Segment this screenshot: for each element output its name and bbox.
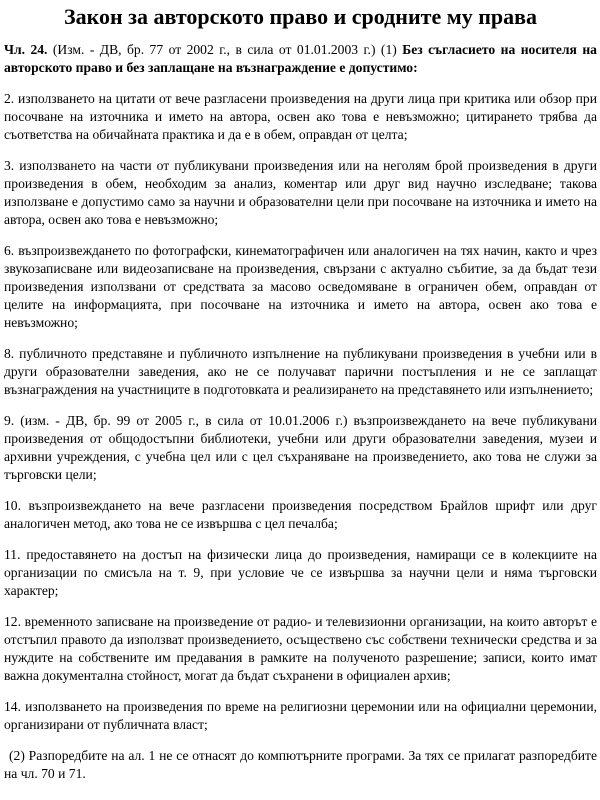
- law-item-6: 6. възпроизвеждането по фотографски, кинематографичен или аналогичен на тях начин, както и чрез звукозаписване или видеозаписване на произведения, свързани с актуално събитие, за да бъдат тези произведения използвани от средствата за масово осведомяване в ограничен обем, оправдан от целите на информацията, при посочване на източника и името на автора, освен ако това е невъзможно;: [4, 243, 597, 330]
- article-24-heading: [4, 41, 597, 77]
- paragraph-2-provision: (2) Разпоредбите на ал. 1 не се отнасят до компютърните програми. За тях се прилагат разпоредбите на чл. 70 и 71.: [4, 748, 597, 781]
- article-number: Чл. 24.: [4, 42, 48, 57]
- law-item-3: 3. използването на части от публикувани произведения или на неголям брой произведения в други произведения в обем, необходим за анализ, коментар или друг вид научно изследване; такова използване е допустимо само за научни и образователни цели при посочване на източника и името на автора, освен ако това е невъзможно;: [4, 158, 597, 227]
- document-title: Закон за авторското право и сродните му права: [64, 4, 537, 29]
- amendment-note: (Изм. - ДВ, бр. 77 от 2002 г., в сила от 01.01.2003 г.) (1): [47, 42, 403, 57]
- article-lead-text: Без съгласието на носителя на авторското право и без заплащане на възнаграждение е допустимо:: [4, 42, 597, 75]
- law-item-10: 10. възпроизвеждането на вече разгласени произведения посредством Брайлов шрифт или друг аналогичен метод, ако това не се извършва с цел печалба;: [4, 498, 597, 531]
- law-item-9: 9. (изм. - ДВ, бр. 99 от 2005 г., в сила от 10.01.2006 г.) възпроизвеждането на вече публикувани произведения от общодостъпни библиотеки, учебни или други образователни заведения, музеи и архивни учреждения, с учебна цел или с цел съхраняване на произведението, ако това не служи за търговски цели;: [4, 413, 597, 482]
- law-item-14: 14. използването на произведения по време на религиозни церемонии или на официални церемонии, организирани от публичната власт;: [4, 699, 597, 732]
- law-item-12: 12. временното записване на произведение от радио- и телевизионни организации, на които авторът е отстъпил правото да използват произведението, осъществено със собствени технически средства и за нуждите на собствените им предавания в рамките на полученото разрешение; записи, които имат важна документална стойност, могат да бъдат съхранени в официален архив;: [4, 614, 597, 683]
- law-item-8: 8. публичното представяне и публичното изпълнение на публикувани произведения в учебни или в други образователни заведения, ако не се получават парични постъпления и не се заплащат възнаграждения на участниците в подготовката и реализирането на представянето или изпълнението;: [4, 346, 597, 397]
- law-item-2: 2. използването на цитати от вече разгласени произведения на други лица при критика или обзор при посочване на източника и името на автора, освен ако това е невъзможно; цитирането трябва да съответства на обичайната практика и да е в обем, оправдан от целта;: [4, 91, 597, 142]
- law-item-11: 11. предоставянето на достъп на физически лица до произведения, намиращи се в колекциите на организации по смисъла на т. 9, при условие че се извършва за научни цели и няма търговски характер;: [4, 547, 597, 598]
